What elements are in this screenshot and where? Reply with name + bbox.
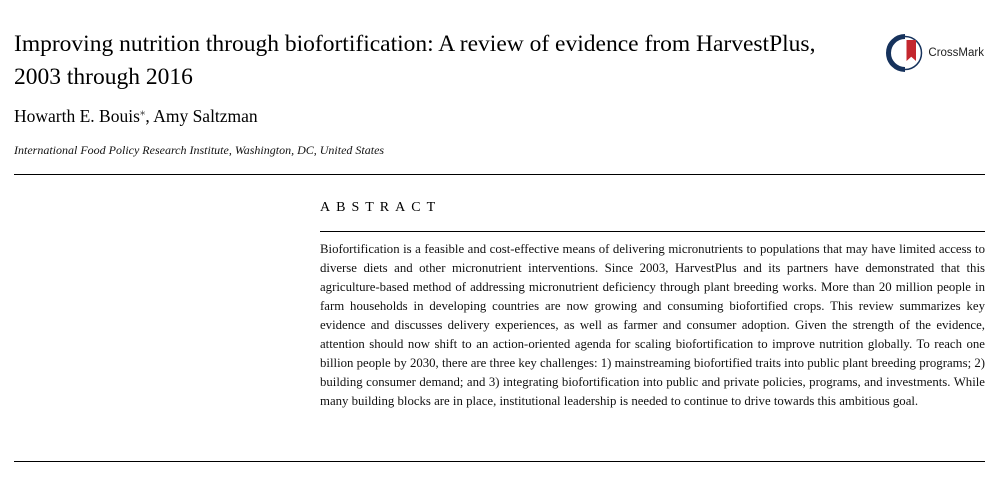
abstract-text: Biofortification is a feasible and cost-effective means of delivering micronutrients to populations that may have limited access to diverse diets and other micronutrient interventions. Since 2003, HarvestPlus and its partners have demonstrated that this agriculture-based method of addressing micronutrient deficiency through plant breeding works. More than 20 million people in farm households in developing countries are now growing and consuming biofortified crops. This review summarizes key evidence and discusses delivery experiences, as well as farmer and consumer adoption. Given the strength of the evidence, attention should now shift to an action-oriented agenda for scaling biofortification to improve nutrition globally. To reach one billion people by 2030, there are three key challenges: 1) mainstreaming biofortified traits into public plant breeding programs; 2) building consumer demand; and 3) integrating biofortification into public and private policies, programs, and investments. While many building blocks are in place, institutional leadership is needed to continue to drive towards this ambitious goal.	[320, 242, 985, 408]
abstract-heading: ABSTRACT	[320, 200, 442, 215]
crossmark-logo-icon	[885, 33, 925, 73]
author-name-1: Howarth E. Bouis	[14, 105, 140, 126]
crossmark-label: CrossMark	[928, 47, 984, 59]
author-name-2: , Amy Saltzman	[145, 105, 258, 126]
affiliation: International Food Policy Research Institute, Washington, DC, United States	[14, 143, 385, 157]
paper-title: Improving nutrition through biofortification: A review of evidence from HarvestPlus, 2003 through 2016	[14, 31, 816, 90]
author-line	[14, 105, 258, 127]
abstract-divider-rule	[320, 231, 985, 232]
corresponding-author-marker: ⁎	[139, 106, 146, 118]
header-divider-rule	[14, 174, 985, 175]
crossmark-badge[interactable]	[885, 33, 984, 73]
footer-divider-rule	[14, 461, 985, 462]
